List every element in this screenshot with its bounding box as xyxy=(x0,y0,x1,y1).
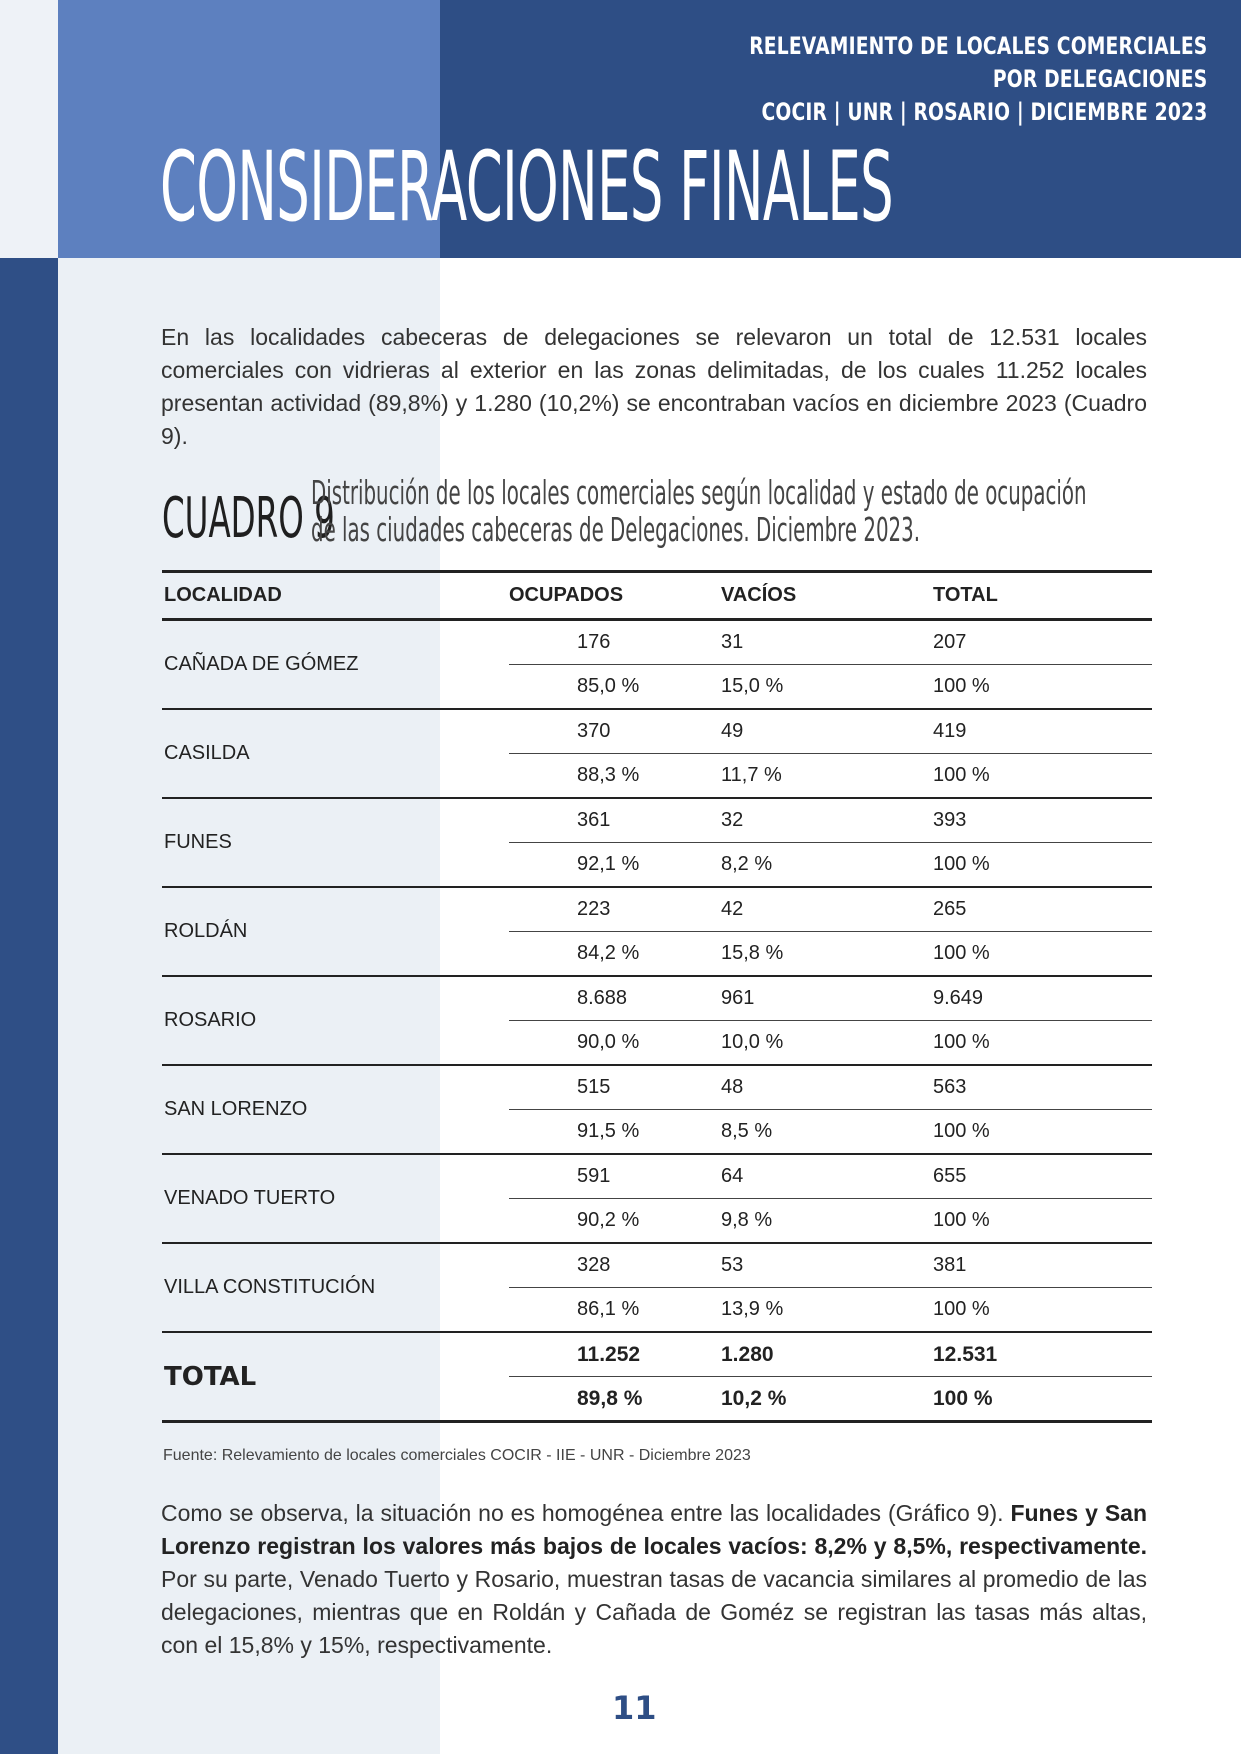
table-row xyxy=(162,709,1152,754)
vacios-count: 49 xyxy=(719,709,931,754)
header-line-3: COCIR | UNR | ROSARIO | DICIEMBRE 2023 xyxy=(761,98,1207,126)
cuadro-label: CUADRO 9 xyxy=(162,486,335,551)
vacios-count: 32 xyxy=(719,798,931,843)
vacios-count: 42 xyxy=(719,887,931,932)
table-row xyxy=(162,1332,1152,1377)
closing-text-2: Por su parte, Venado Tuerto y Rosario, muestran tasas de vacancia similares al promedio de las delegaciones, mientras que en Roldán y Cañada de Goméz se registran las tasas más altas, con el 15,8% y 15%, respectivamente. xyxy=(161,1566,1147,1658)
ocupados-percent: 86,1 % xyxy=(509,1288,719,1333)
localidad-name: ROLDÁN xyxy=(162,887,509,976)
data-table xyxy=(162,570,1152,1423)
table-row xyxy=(162,1243,1152,1288)
ocupados-count: 361 xyxy=(509,798,719,843)
vacios-count: 48 xyxy=(719,1065,931,1110)
header-total: TOTAL xyxy=(931,572,1152,620)
vacios-percent: 13,9 % xyxy=(719,1288,931,1333)
ocupados-percent: 84,2 % xyxy=(509,932,719,977)
ocupados-percent: 92,1 % xyxy=(509,843,719,888)
vacios-percent: 8,5 % xyxy=(719,1110,931,1155)
ocupados-percent: 89,8 % xyxy=(509,1377,719,1422)
table-row xyxy=(162,976,1152,1021)
total-label: TOTAL xyxy=(162,1332,509,1422)
localidad-name: CASILDA xyxy=(162,709,509,798)
closing-paragraph xyxy=(161,1497,1147,1662)
cuadro-desc-line-2: de las ciudades cabeceras de Delegaciones. Diciembre 2023. xyxy=(311,510,921,549)
vacios-count: 1.280 xyxy=(719,1332,931,1377)
vacios-percent: 9,8 % xyxy=(719,1199,931,1244)
table-row xyxy=(162,1065,1152,1110)
cuadro-desc-line-1: Distribución de los locales comerciales según localidad y estado de ocupación xyxy=(311,473,1087,512)
total-count: 207 xyxy=(931,620,1152,665)
total-count: 381 xyxy=(931,1243,1152,1288)
vacios-percent: 15,0 % xyxy=(719,665,931,710)
table-header-row xyxy=(162,572,1152,620)
ocupados-percent: 88,3 % xyxy=(509,754,719,799)
table-row xyxy=(162,887,1152,932)
page-number: 11 xyxy=(612,1689,657,1727)
vacios-count: 31 xyxy=(719,620,931,665)
ocupados-count: 223 xyxy=(509,887,719,932)
vacios-percent: 10,2 % xyxy=(719,1377,931,1422)
total-percent: 100 % xyxy=(931,665,1152,710)
header-line-1: RELEVAMIENTO DE LOCALES COMERCIALES xyxy=(748,32,1207,60)
table-row xyxy=(162,620,1152,665)
total-count: 393 xyxy=(931,798,1152,843)
header-line-2: POR DELEGACIONES xyxy=(992,65,1207,93)
vacios-count: 53 xyxy=(719,1243,931,1288)
closing-text-1: Como se observa, la situación no es homogénea entre las localidades (Gráfico 9). xyxy=(161,1500,1011,1526)
vacios-count: 961 xyxy=(719,976,931,1021)
table-row xyxy=(162,1154,1152,1199)
total-count: 563 xyxy=(931,1065,1152,1110)
ocupados-percent: 90,0 % xyxy=(509,1021,719,1066)
localidad-name: VENADO TUERTO xyxy=(162,1154,509,1243)
localidad-name: FUNES xyxy=(162,798,509,887)
ocupados-percent: 85,0 % xyxy=(509,665,719,710)
intro-paragraph: En las localidades cabeceras de delegaciones se relevaron un total de 12.531 locales comerciales con vidrieras al exterior en las zonas delimitadas, de los cuales 11.252 locales presentan actividad (89,8%) y 1.280 (10,2%) se encontraban vacíos en diciembre 2023 (Cuadro 9). xyxy=(161,324,1147,449)
vacios-percent: 11,7 % xyxy=(719,754,931,799)
localidad-name: VILLA CONSTITUCIÓN xyxy=(162,1243,509,1332)
ocupados-count: 8.688 xyxy=(509,976,719,1021)
table-row xyxy=(162,798,1152,843)
header-localidad: LOCALIDAD xyxy=(162,572,509,620)
total-percent: 100 % xyxy=(931,1288,1152,1333)
total-count: 12.531 xyxy=(931,1332,1152,1377)
total-percent: 100 % xyxy=(931,932,1152,977)
ocupados-count: 176 xyxy=(509,620,719,665)
vacios-percent: 15,8 % xyxy=(719,932,931,977)
total-percent: 100 % xyxy=(931,1199,1152,1244)
page-title: CONSIDERACIONES FINALES xyxy=(160,131,894,243)
ocupados-percent: 90,2 % xyxy=(509,1199,719,1244)
total-percent: 100 % xyxy=(931,1377,1152,1422)
total-percent: 100 % xyxy=(931,843,1152,888)
cuadro-description xyxy=(311,474,1087,548)
total-count: 419 xyxy=(931,709,1152,754)
total-count: 655 xyxy=(931,1154,1152,1199)
total-percent: 100 % xyxy=(931,1110,1152,1155)
vacios-count: 64 xyxy=(719,1154,931,1199)
ocupados-count: 515 xyxy=(509,1065,719,1110)
report-header xyxy=(749,30,1207,129)
left-strip-light xyxy=(0,0,58,258)
header-ocupados: OCUPADOS xyxy=(509,572,719,620)
total-percent: 100 % xyxy=(931,1021,1152,1066)
ocupados-count: 591 xyxy=(509,1154,719,1199)
localidad-name: ROSARIO xyxy=(162,976,509,1065)
vacios-percent: 8,2 % xyxy=(719,843,931,888)
ocupados-count: 370 xyxy=(509,709,719,754)
vacios-percent: 10,0 % xyxy=(719,1021,931,1066)
header-vacios: VACÍOS xyxy=(719,572,931,620)
left-accent-bar xyxy=(0,258,58,1754)
localidad-name: CAÑADA DE GÓMEZ xyxy=(162,620,509,710)
total-count: 9.649 xyxy=(931,976,1152,1021)
total-percent: 100 % xyxy=(931,754,1152,799)
ocupados-count: 11.252 xyxy=(509,1332,719,1377)
source-note: Fuente: Relevamiento de locales comerciales COCIR - IIE - UNR - Diciembre 2023 xyxy=(163,1447,751,1464)
ocupados-count: 328 xyxy=(509,1243,719,1288)
localidad-name: SAN LORENZO xyxy=(162,1065,509,1154)
closing-text-bold: Funes y San Lorenzo registran los valores más bajos de locales vacíos: 8,2% y 8,5%, respectivamente. xyxy=(161,1500,1148,1559)
ocupados-percent: 91,5 % xyxy=(509,1110,719,1155)
total-count: 265 xyxy=(931,887,1152,932)
